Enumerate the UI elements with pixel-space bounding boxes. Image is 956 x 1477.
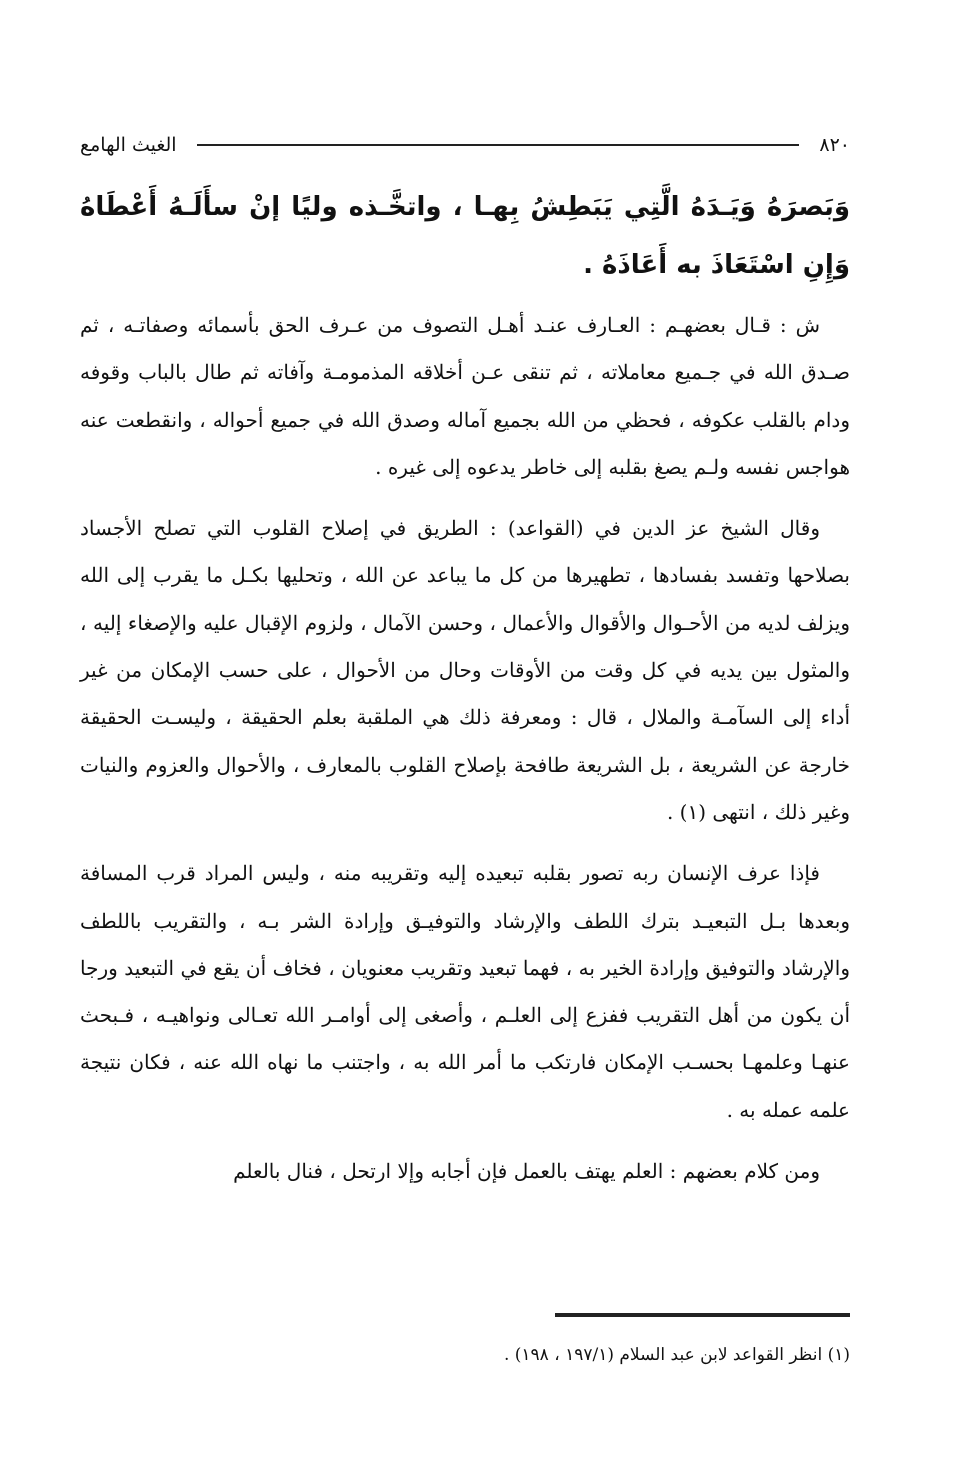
paragraph: ش : قـال بعضهـم : العـارف عنـد أهـل التصوف من عـرف الحق بأسمائه وصفاتـه ، ثم صـدق الله في جـميع معاملاته ، ثم تنقى عـن أخلاقه المذمومـة وآفاته ثم طال بالباب وقوفه ودام بالقلب عكوفه ، فحظي من الله بجميع آماله وصدق الله في جميع أحواله ، وانقطعت عنه هواجس نفسه ولـم يصغ بقلبه إلى خاطر يدعوه إلى غيره .: [80, 313, 850, 479]
paragraph: ومن كلام بعضهم : العلم يهتف بالعمل فإن أجابه وإلا ارتحل ، فنال بالعلم: [233, 1159, 820, 1184]
body-text: [80, 302, 850, 1209]
hadith-text: وَبَصرَهُ وَيَـدَهُ الَّتِي يَبَطِشُ بِهـا ، واتخَّـذه وليًا إنْ سأَلَـهُ أَعْطَاهُ وَإِنِ اسْتَعَاذَ به أَعَاذَهُ .: [80, 192, 850, 280]
footnote-separator: [555, 1313, 850, 1317]
paragraph: وقال الشيخ عز الدين في (القواعد) : الطريق في إصلاح القلوب التي تصلح الأجساد بصلاحها وتفسد بفسادها ، تطهيرها من كل ما يباعد عن الله ، وتحليها بكـل ما يقرب إلى الله ويزلف لديه من الأحـوال والأقوال والأعمال ، وحسن الآمال ، ولزوم الإقبال عليه والإصغاء إليه ، والمثول بين يديه في كل وقت من الأوقات وحال من الأحوال ، على حسب الإمكان من غير أداء إلى السآمـة والملال ، قال : ومعرفة ذلك هي الملقبة بعلم الحقيقة ، وليسـت الحقيقة خارجة عن الشريعة ، بل الشريعة طافحة بإصلاح القلوب بالمعارف ، والأحوال والعزوم والنيات وغير ذلك ، انتهى (١) .: [80, 516, 850, 824]
page-number: ٨٢٠: [819, 134, 850, 156]
book-title: الغيث الهامع: [80, 134, 177, 156]
header-rule: [197, 144, 800, 146]
footnote: (١) انظر القواعد لابن عبد السلام (١٩٧/١ ، ١٩٨) .: [503, 1345, 850, 1365]
running-header: [80, 128, 850, 162]
paragraph: فإذا عرف الإنسان ربه تصور بقلبه تبعيده إليه وتقريبه منه ، وليس المراد قرب المسافة وبعدها بـل التبعيـد بترك اللطف والإرشاد والتوفيـق وإرادة الشر بـه ، والتقريب باللطف والإرشاد والتوفيق وإرادة الخير به ، فهما تبعيد وتقريب معنويان ، فخاف أن يقع في التبعيد ورجا أن يكون من أهل التقريب ففزع إلى العلـم ، وأصغى إلى أوامـر الله تعـالى ونواهيـه ، فـبحث عنهـا وعلمهـا بحسـب الإمكان فارتكب ما أمر الله به ، واجتنب ما نهاه الله عنه ، فكان نتيجة علمه عمله به .: [80, 861, 850, 1122]
